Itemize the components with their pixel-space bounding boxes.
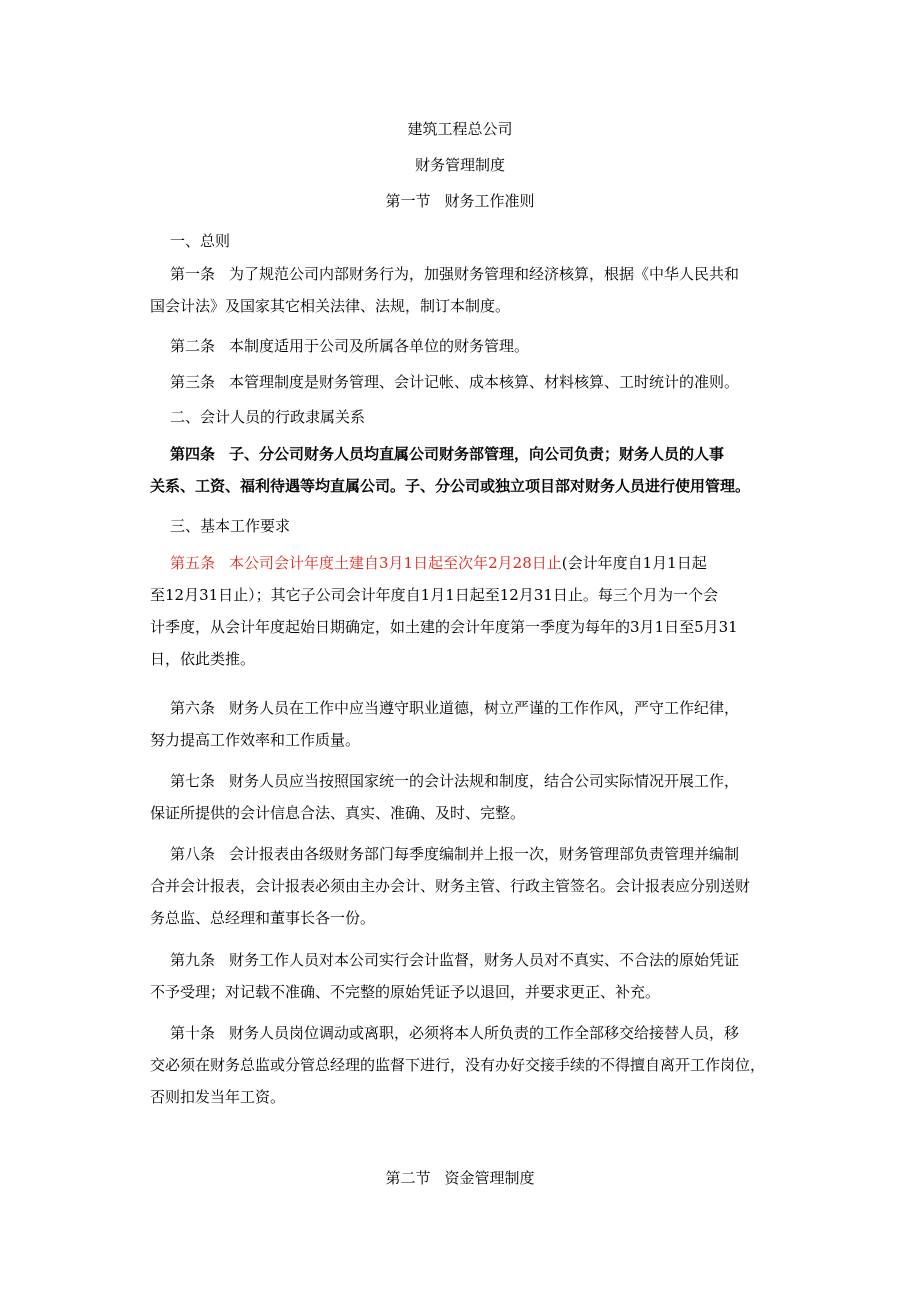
article-9-line-1: 财务工作人员对本公司实行会计监督，财务人员对不真实、不合法的原始凭证 [229, 951, 740, 969]
article-1 [150, 258, 790, 322]
article-8-line-2: 合并会计报表，会计报表必须由主办会计、财务主管、行政主管签名。会计报表应分别送财 [150, 877, 751, 895]
article-10-line-1: 财务人员岗位调动或离职，必须将本人所负责的工作全部移交给接替人员，移 [229, 1024, 740, 1042]
heading-2-text: 二、会计人员的行政隶属关系 [170, 408, 366, 426]
article-7-line-1: 财务人员应当按照国家统一的会计法规和制度，结合公司实际情况开展工作， [229, 772, 740, 790]
article-5-line-1-rest: (会计年度自1月1日起 [561, 554, 707, 572]
article-9-line-2: 不予受理；对记载不准确、不完整的原始凭证予以退回，并要求更正、补充。 [150, 983, 661, 1001]
article-7-label: 第七条 [170, 772, 216, 790]
article-7 [150, 765, 790, 829]
article-6-line-2: 努力提高工作效率和工作质量。 [150, 731, 361, 749]
section-2-name: 资金管理制度 [444, 1169, 535, 1187]
article-7-line-2: 保证所提供的会计信息合法、真实、准确、及时、完整。 [150, 804, 526, 822]
article-8-label: 第八条 [170, 845, 216, 863]
heading-3-text: 三、基本工作要求 [170, 517, 291, 535]
article-4-line-2: 关系、工资、福利待遇等均直属公司。子、分公司或独立项目部对财务人员进行使用管理。 [150, 477, 751, 495]
article-4 [150, 438, 790, 502]
article-2-label: 第二条 [170, 337, 216, 355]
article-8-line-1: 会计报表由各级财务部门每季度编制并上报一次，财务管理部负责管理并编制 [229, 845, 740, 863]
heading-basic-requirements [170, 510, 790, 542]
article-8-line-3: 务总监、总经理和董事长各一份。 [150, 909, 376, 927]
article-5-red-text: 本公司会计年度土建自3月1日起至次年2月28日止 [229, 554, 562, 572]
article-5-line-3: 计季度，从会计年度起始日期确定，如土建的会计年度第一季度为每年的3月1日至5月31 [150, 618, 738, 636]
heading-1-text: 一、总则 [170, 232, 231, 250]
article-4-label: 第四条 [170, 445, 216, 463]
section-2-label: 第二节 [385, 1169, 431, 1187]
article-1-line-1: 为了规范公司内部财务行为，加强财务管理和经济核算，根据《中华人民共和 [229, 265, 740, 283]
article-9 [150, 944, 790, 1008]
heading-accountant-relations [170, 401, 790, 433]
article-6-line-1: 财务人员在工作中应当遵守职业道德，树立严谨的工作作风，严守工作纪律， [229, 699, 740, 717]
article-3-line-1: 本管理制度是财务管理、会计记帐、成本核算、材料核算、工时统计的准则。 [229, 373, 740, 391]
article-4-line-1: 子、分公司财务人员均直属公司财务部管理，向公司负责；财务人员的人事 [229, 445, 725, 463]
article-5-label: 第五条 [170, 554, 216, 572]
article-3 [170, 366, 790, 398]
heading-general [170, 225, 790, 257]
article-2 [170, 330, 790, 362]
article-10-line-2: 交必须在财务总监或分管总经理的监督下进行，没有办好交接手续的不得擅自离开工作岗位， [150, 1056, 766, 1074]
section-2-heading [0, 1167, 920, 1189]
article-9-label: 第九条 [170, 951, 216, 969]
article-1-line-2: 国会计法》及国家其它相关法律、法规，制订本制度。 [150, 297, 511, 315]
article-6 [150, 692, 790, 756]
article-10-line-3: 否则扣发当年工资。 [150, 1088, 286, 1106]
article-5-line-2: 至12月31日止）；其它子公司会计年度自1月1日起至12月31日止。每三个月为一个会 [150, 586, 718, 604]
article-2-line-1: 本制度适用于公司及所属各单位的财务管理。 [229, 337, 530, 355]
article-1-label: 第一条 [170, 265, 216, 283]
section-1-name: 财务工作准则 [444, 192, 535, 210]
article-5-line-4: 日，依此类推。 [150, 650, 256, 668]
section-1-heading [0, 190, 920, 212]
article-10 [150, 1017, 790, 1113]
doc-title: 建筑工程总公司 [407, 120, 513, 138]
article-3-label: 第三条 [170, 373, 216, 391]
article-6-label: 第六条 [170, 699, 216, 717]
article-8 [150, 838, 790, 934]
article-5 [150, 547, 790, 675]
article-10-label: 第十条 [170, 1024, 216, 1042]
doc-subtitle: 财务管理制度 [414, 156, 505, 174]
section-1-label: 第一节 [385, 192, 431, 210]
